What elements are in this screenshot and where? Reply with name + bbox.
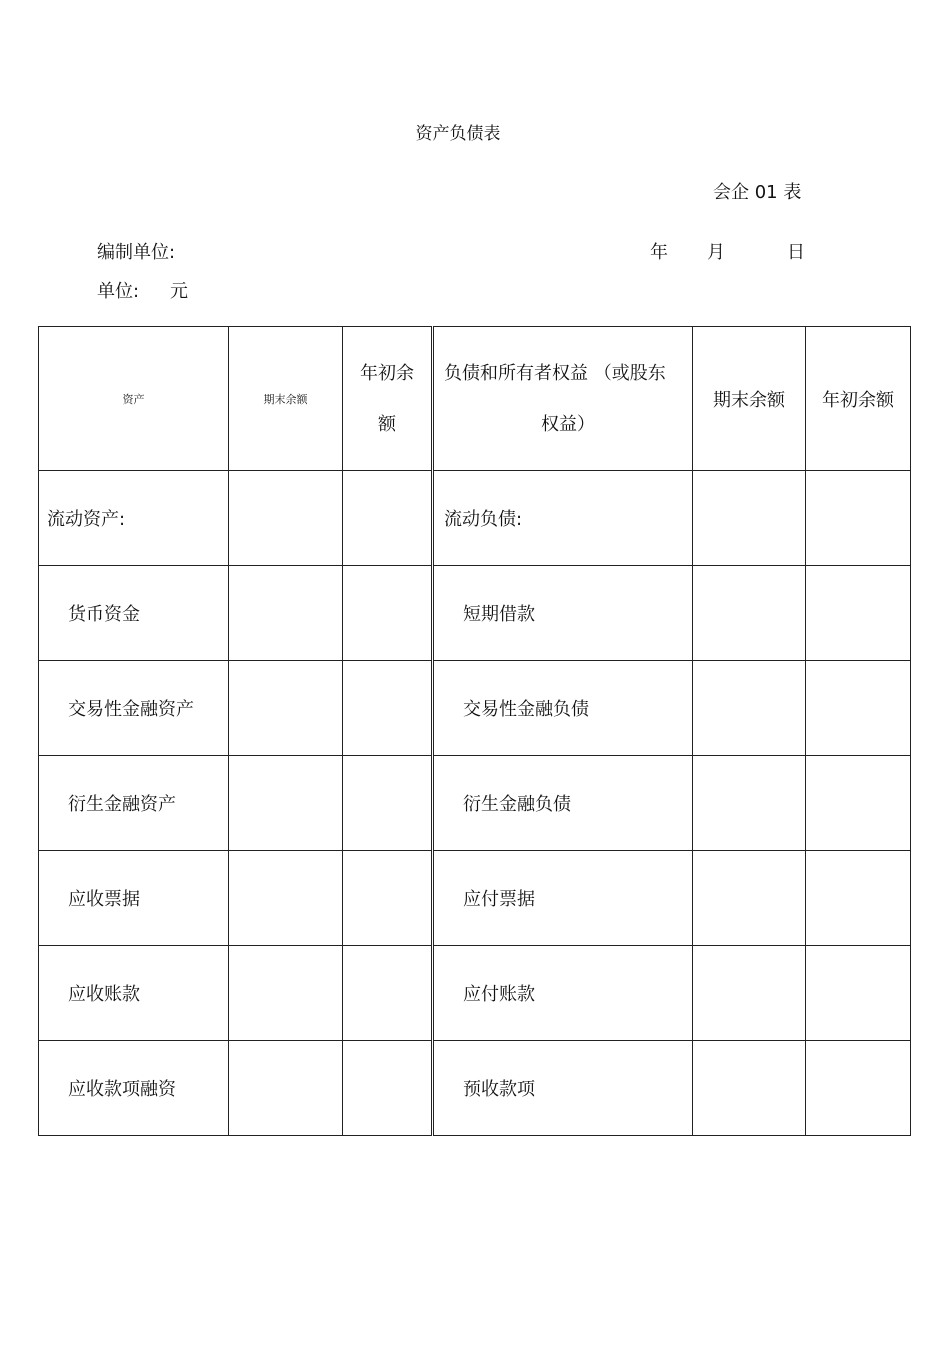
table-row	[39, 1041, 911, 1136]
asset-label: 应收账款	[39, 946, 229, 1041]
liability-end-balance-cell	[693, 756, 806, 851]
liability-begin-balance-cell	[806, 946, 911, 1041]
asset-end-balance-cell	[229, 661, 343, 756]
asset-begin-balance-cell	[343, 851, 433, 946]
table-header-row	[39, 327, 911, 471]
header-liabilities-equity	[433, 327, 693, 471]
liability-end-balance-cell	[693, 1041, 806, 1136]
date-month-label: 月	[707, 242, 725, 263]
header-liabilities-line1: 负债和所有者权益 （或股东	[444, 362, 666, 384]
balance-sheet-table	[38, 326, 911, 1136]
table-row	[39, 471, 911, 566]
asset-label: 交易性金融资产	[39, 661, 229, 756]
liability-end-balance-cell	[693, 946, 806, 1041]
form-code: 会企 01 表	[713, 182, 802, 203]
liability-begin-balance-cell	[806, 756, 911, 851]
liability-label: 衍生金融负债	[433, 756, 693, 851]
asset-end-balance-cell	[229, 471, 343, 566]
liability-end-balance-cell	[693, 851, 806, 946]
asset-begin-balance-cell	[343, 946, 433, 1041]
liability-begin-balance-cell	[806, 1041, 911, 1136]
asset-label: 流动资产:	[39, 471, 229, 566]
asset-end-balance-cell	[229, 1041, 343, 1136]
header-assets-begin-line1: 年初余	[360, 362, 414, 384]
preparer-unit-label: 编制单位:	[97, 242, 176, 263]
table-row	[39, 566, 911, 661]
liability-label: 短期借款	[433, 566, 693, 661]
liability-end-balance-cell	[693, 471, 806, 566]
header-assets-begin-balance	[343, 327, 433, 471]
asset-end-balance-cell	[229, 566, 343, 661]
header-liabilities-line2: 权益）	[541, 413, 595, 435]
table-row	[39, 661, 911, 756]
liability-end-balance-cell	[693, 661, 806, 756]
asset-begin-balance-cell	[343, 471, 433, 566]
asset-label: 应收票据	[39, 851, 229, 946]
asset-begin-balance-cell	[343, 566, 433, 661]
asset-label: 货币资金	[39, 566, 229, 661]
header-assets-end-balance: 期末余额	[229, 327, 343, 471]
date-year-label: 年	[650, 242, 668, 263]
liability-label: 应付票据	[433, 851, 693, 946]
page-title: 资产负债表	[415, 124, 501, 144]
table-row	[39, 756, 911, 851]
liability-begin-balance-cell	[806, 851, 911, 946]
liability-label: 交易性金融负债	[433, 661, 693, 756]
liability-begin-balance-cell	[806, 566, 911, 661]
asset-label: 应收款项融资	[39, 1041, 229, 1136]
liability-label: 预收款项	[433, 1041, 693, 1136]
header-liabilities-end-balance: 期末余额	[693, 327, 806, 471]
liability-label: 流动负债:	[433, 471, 693, 566]
table-row	[39, 851, 911, 946]
header-assets-begin-line2: 额	[378, 413, 396, 435]
date-day-label: 日	[787, 242, 805, 263]
table-row	[39, 946, 911, 1041]
header-liabilities-begin-balance: 年初余额	[806, 327, 911, 471]
asset-label: 衍生金融资产	[39, 756, 229, 851]
currency-unit-value: 元	[170, 281, 188, 302]
asset-begin-balance-cell	[343, 661, 433, 756]
asset-begin-balance-cell	[343, 1041, 433, 1136]
asset-end-balance-cell	[229, 851, 343, 946]
liability-begin-balance-cell	[806, 471, 911, 566]
currency-unit-label: 单位:	[97, 281, 140, 302]
liability-begin-balance-cell	[806, 661, 911, 756]
asset-begin-balance-cell	[343, 756, 433, 851]
asset-end-balance-cell	[229, 946, 343, 1041]
liability-label: 应付账款	[433, 946, 693, 1041]
liability-end-balance-cell	[693, 566, 806, 661]
asset-end-balance-cell	[229, 756, 343, 851]
header-assets: 资产	[39, 327, 229, 471]
